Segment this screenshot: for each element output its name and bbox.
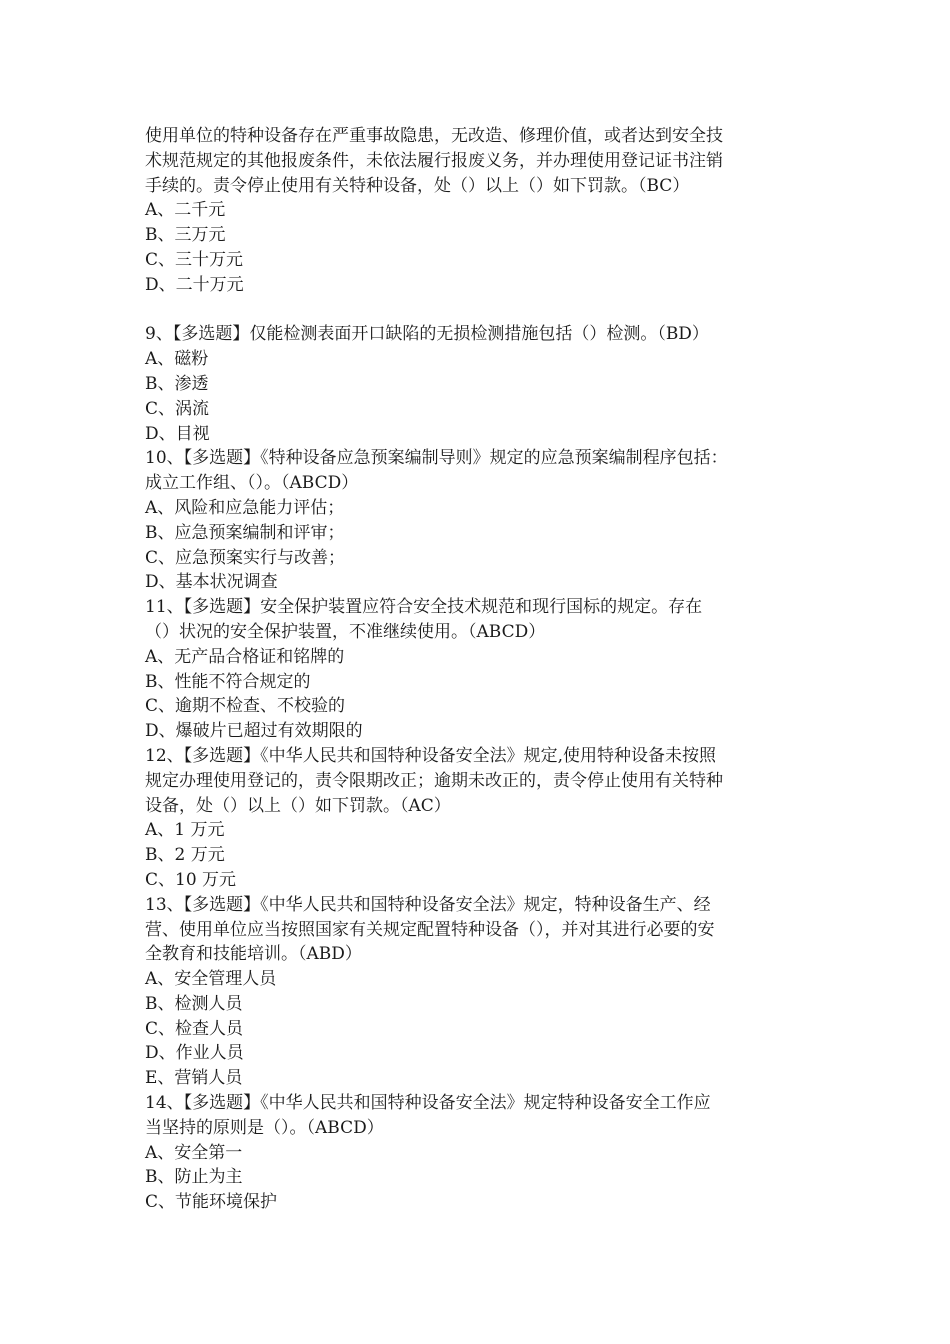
question-block bbox=[145, 124, 815, 298]
question-text-line: 术规范规定的其他报废条件，未依法履行报废义务，并办理使用登记证书注销 bbox=[145, 150, 723, 171]
question-list bbox=[145, 124, 815, 1215]
answer-option: D、目视 bbox=[145, 423, 210, 444]
answer-option: C、节能环境保护 bbox=[145, 1192, 278, 1213]
question-text-line: 11、【多选题】安全保护装置应符合安全技术规范和现行国标的规定。存在 bbox=[145, 597, 703, 618]
answer-option: A、安全管理人员 bbox=[145, 969, 277, 990]
answer-option: C、涡流 bbox=[145, 398, 210, 419]
question-block bbox=[145, 893, 815, 1091]
answer-option: B、应急预案编制和评审； bbox=[145, 522, 345, 543]
question-block bbox=[145, 446, 815, 595]
question-block bbox=[145, 322, 815, 446]
answer-option: A、安全第一 bbox=[145, 1142, 243, 1163]
question-text-line: 营、使用单位应当按照国家有关规定配置特种设备（），并对其进行必要的安 bbox=[145, 919, 715, 940]
answer-option: D、基本状况调查 bbox=[145, 572, 278, 593]
answer-option: D、爆破片已超过有效期限的 bbox=[145, 721, 363, 742]
question-text-line: 13、【多选题】《中华人民共和国特种设备安全法》规定，特种设备生产、经 bbox=[145, 894, 711, 915]
question-text-line: 成立工作组、（）。（ABCD） bbox=[145, 473, 359, 494]
question-text-line: （）状况的安全保护装置，不准继续使用。（ABCD） bbox=[145, 621, 546, 642]
question-block bbox=[145, 1091, 815, 1215]
answer-option: B、性能不符合规定的 bbox=[145, 671, 311, 692]
answer-option: A、无产品合格证和铭牌的 bbox=[145, 646, 345, 667]
answer-option: D、作业人员 bbox=[145, 1043, 244, 1064]
blank-line bbox=[145, 298, 815, 323]
answer-option: B、三万元 bbox=[145, 225, 226, 246]
answer-option: B、2 万元 bbox=[145, 845, 225, 866]
answer-option: C、10 万元 bbox=[145, 869, 237, 890]
question-text-line: 12、【多选题】《中华人民共和国特种设备安全法》规定,使用特种设备未按照 bbox=[145, 745, 717, 766]
answer-option: B、渗透 bbox=[145, 373, 209, 394]
question-text-line: 使用单位的特种设备存在严重事故隐患，无改造、修理价值，或者达到安全技 bbox=[145, 126, 723, 146]
answer-option: C、检查人员 bbox=[145, 1018, 244, 1039]
question-block bbox=[145, 595, 815, 744]
answer-option: A、二千元 bbox=[145, 200, 226, 221]
answer-option: A、磁粉 bbox=[145, 349, 209, 370]
answer-option: A、1 万元 bbox=[145, 820, 225, 841]
answer-option: C、逾期不检查、不校验的 bbox=[145, 696, 346, 717]
answer-option: B、防止为主 bbox=[145, 1167, 243, 1188]
answer-option: C、应急预案实行与改善； bbox=[145, 547, 346, 568]
answer-option: D、二十万元 bbox=[145, 274, 244, 295]
question-text-line: 设备，处（）以上（）如下罚款。（AC） bbox=[145, 795, 451, 816]
question-text-line: 14、【多选题】《中华人民共和国特种设备安全法》规定特种设备安全工作应 bbox=[145, 1093, 711, 1114]
question-text-line: 规定办理使用登记的，责令限期改正；逾期未改正的，责令停止使用有关特种 bbox=[145, 770, 723, 791]
answer-option: B、检测人员 bbox=[145, 993, 243, 1014]
question-text-line: 10、【多选题】《特种设备应急预案编制导则》规定的应急预案编制程序包括： bbox=[145, 448, 728, 469]
question-text-line: 全教育和技能培训。（ABD） bbox=[145, 944, 362, 965]
answer-option: A、风险和应急能力评估； bbox=[145, 497, 345, 518]
answer-option: E、营销人员 bbox=[145, 1068, 243, 1089]
answer-option: C、三十万元 bbox=[145, 249, 244, 270]
question-text-line: 当坚持的原则是（）。（ABCD） bbox=[145, 1117, 384, 1138]
question-text-line: 9、【多选题】仅能检测表面开口缺陷的无损检测措施包括（）检测。（BD） bbox=[145, 324, 709, 345]
question-text-line: 手续的。责令停止使用有关特种设备，处（）以上（）如下罚款。（BC） bbox=[145, 175, 690, 196]
question-block bbox=[145, 744, 815, 893]
